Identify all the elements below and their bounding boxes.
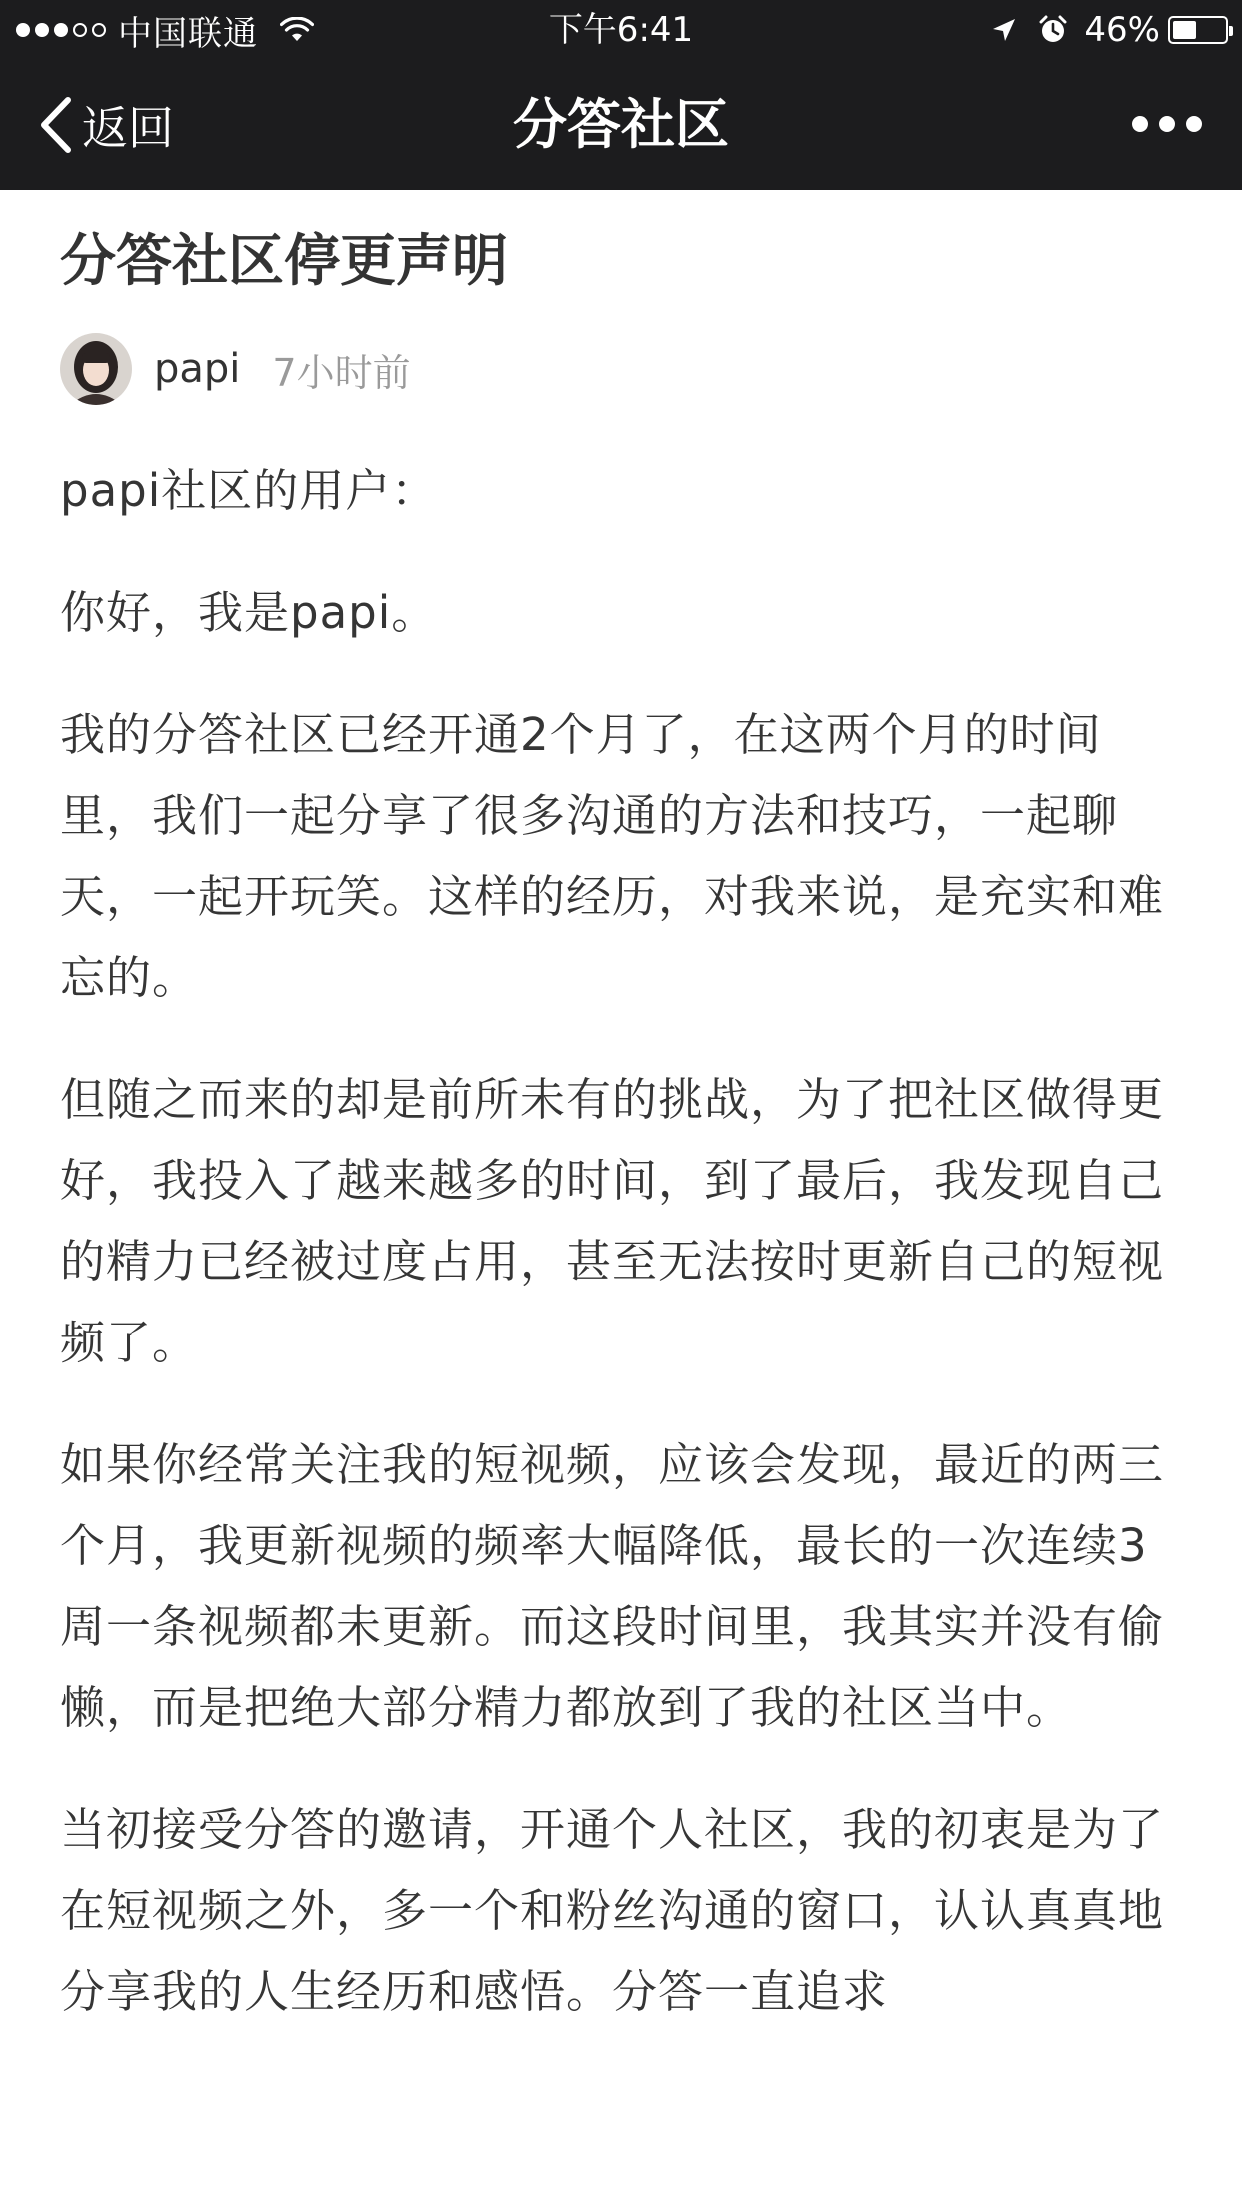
avatar[interactable]	[60, 333, 132, 405]
more-dot-icon	[1186, 116, 1202, 132]
status-time: 下午6:41	[548, 10, 694, 50]
page-title: 分答社区	[513, 93, 729, 156]
navigation-bar	[0, 60, 1242, 190]
alarm-clock-icon	[1038, 15, 1068, 45]
more-dot-icon	[1132, 116, 1148, 132]
author-name[interactable]: papi	[154, 346, 241, 392]
article-body	[60, 450, 1182, 2032]
back-label: 返回	[82, 101, 174, 155]
article-paragraph: 如果你经常关注我的短视频，应该会发现，最近的两三个月，我更新视频的频率大幅降低，最长的一次连续3周一条视频都未更新。而这段时间里，我其实并没有偷懒，而是把绝大部分精力都放到了我的社区当中。	[60, 1438, 1165, 1734]
more-options-button[interactable]	[1132, 104, 1202, 144]
article-paragraph: 我的分答社区已经开通2个月了，在这两个月的时间里，我们一起分享了很多沟通的方法和技巧，一起聊天，一起开玩笑。这样的经历，对我来说，是充实和难忘的。	[60, 708, 1165, 1004]
article-paragraph: 当初接受分答的邀请，开通个人社区，我的初衷是为了在短视频之外，多一个和粉丝沟通的窗口，认认真真地分享我的人生经历和感悟。分答一直追求	[60, 1803, 1165, 2018]
article	[0, 190, 1242, 2073]
author-row	[60, 332, 1182, 406]
more-dot-icon	[1159, 116, 1175, 132]
article-title: 分答社区停更声明	[60, 229, 508, 294]
battery-icon	[1168, 16, 1228, 44]
post-time: 7小时前	[272, 350, 411, 395]
article-paragraph: 但随之而来的却是前所未有的挑战，为了把社区做得更好，我投入了越来越多的时间，到了最后，我发现自己的精力已经被过度占用，甚至无法按时更新自己的短视频了。	[60, 1073, 1165, 1369]
carrier-name: 中国联通	[118, 13, 258, 54]
article-paragraph: 你好，我是papi。	[60, 586, 438, 639]
battery-percent: 46%	[1084, 10, 1160, 50]
status-right	[990, 10, 1228, 50]
status-bar	[0, 0, 1242, 60]
avatar-portrait-icon	[60, 333, 132, 405]
battery-level-fill	[1173, 21, 1196, 39]
location-arrow-icon	[990, 16, 1018, 44]
article-paragraph: papi社区的用户：	[60, 464, 438, 517]
